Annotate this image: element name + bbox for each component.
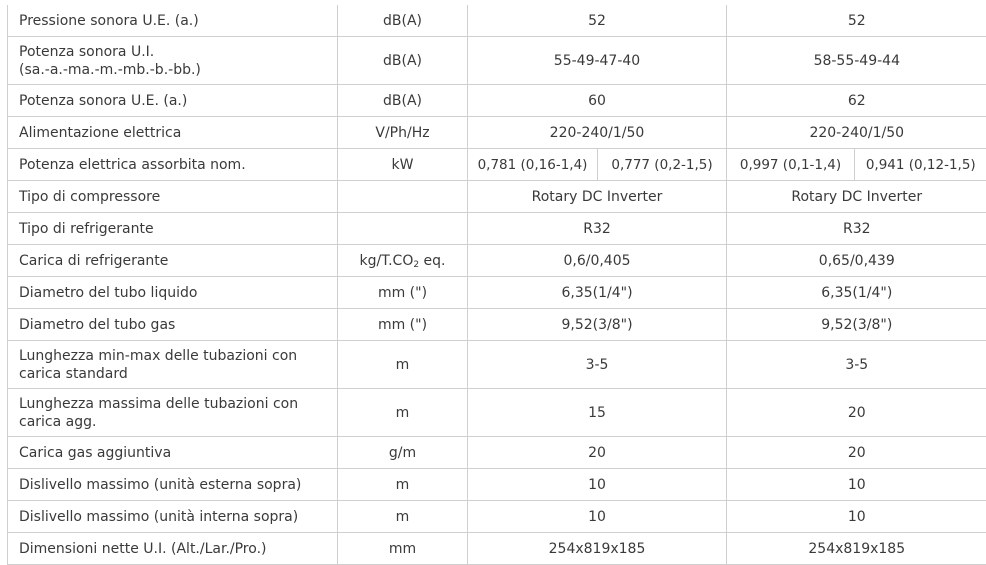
row-unit: dB(A) [338,37,468,85]
row-label [8,389,338,437]
row-value-model-2: 220-240/1/50 [727,117,986,149]
row-label: Dimensioni nette U.I. (Alt./Lar./Pro.) [8,533,338,565]
table-row [8,437,986,469]
row-unit [338,181,468,213]
row-value-model-1: Rotary DC Inverter [468,181,727,213]
table-row [8,341,986,389]
table-row [8,37,986,85]
row-unit: m [338,501,468,533]
row-unit: V/Ph/Hz [338,117,468,149]
row-unit: dB(A) [338,85,468,117]
table-row [8,85,986,117]
row-label: Dislivello massimo (unità esterna sopra) [8,469,338,501]
row-label: Carica gas aggiuntiva [8,437,338,469]
table-row [8,277,986,309]
row-unit: mm [338,533,468,565]
table-row [8,389,986,437]
row-label: Diametro del tubo liquido [8,277,338,309]
row-value-model-1: 9,52(3/8") [468,309,727,341]
row-label: Alimentazione elettrica [8,117,338,149]
row-value-model-2a: 0,997 (0,1-1,4) [727,149,855,181]
row-value-model-1a: 0,781 (0,16-1,4) [468,149,598,181]
row-value-model-2: 6,35(1/4") [727,277,986,309]
row-value-model-1: 60 [468,85,727,117]
table-row [8,149,986,181]
row-label [8,341,338,389]
row-value-model-1: 55-49-47-40 [468,37,727,85]
row-unit [338,245,468,277]
table-row [8,501,986,533]
row-value-model-2: 58-55-49-44 [727,37,986,85]
unit-suffix: eq. [419,253,445,269]
row-value-model-2b: 0,941 (0,12-1,5) [855,149,986,181]
row-value-model-1: 220-240/1/50 [468,117,727,149]
row-label: Pressione sonora U.E. (a.) [8,5,338,37]
table-row [8,245,986,277]
row-unit: mm (") [338,309,468,341]
table-row [8,5,986,37]
row-value-model-1: 10 [468,469,727,501]
table-row [8,469,986,501]
table-row [8,117,986,149]
row-value-model-1: 10 [468,501,727,533]
row-value-model-2: 9,52(3/8") [727,309,986,341]
row-label: Tipo di compressore [8,181,338,213]
row-value-model-1: 254x819x185 [468,533,727,565]
row-value-model-2: 3-5 [727,341,986,389]
row-value-model-2: R32 [727,213,986,245]
row-label: Potenza elettrica assorbita nom. [8,149,338,181]
row-unit: m [338,389,468,437]
row-value-model-2: 62 [727,85,986,117]
row-label: Dislivello massimo (unità interna sopra) [8,501,338,533]
table-row [8,213,986,245]
row-value-model-1: 20 [468,437,727,469]
row-value-model-2: 0,65/0,439 [727,245,986,277]
row-value-model-1: R32 [468,213,727,245]
unit-prefix: kg/T.CO [360,253,414,269]
row-label: Diametro del tubo gas [8,309,338,341]
row-value-model-2: 10 [727,469,986,501]
row-value-model-1: 15 [468,389,727,437]
row-unit: mm (") [338,277,468,309]
row-label: Potenza sonora U.E. (a.) [8,85,338,117]
row-unit: m [338,469,468,501]
row-unit [338,213,468,245]
row-value-model-2: 52 [727,5,986,37]
row-label: Carica di refrigerante [8,245,338,277]
row-label: Tipo di refrigerante [8,213,338,245]
row-label-line-2: carica standard [19,365,333,383]
specs-table [7,5,986,565]
row-value-model-1: 52 [468,5,727,37]
row-label-line-2: (sa.-a.-ma.-m.-mb.-b.-bb.) [19,61,333,79]
row-unit: m [338,341,468,389]
row-label-line-1: Lunghezza massima delle tubazioni con [19,395,333,413]
row-value-model-2: 20 [727,389,986,437]
unit-subscript: 2 [413,260,419,270]
row-unit: dB(A) [338,5,468,37]
row-unit: g/m [338,437,468,469]
row-value-model-2: 20 [727,437,986,469]
row-label-line-1: Lunghezza min-max delle tubazioni con [19,347,333,365]
row-label-line-1: Potenza sonora U.I. [19,43,333,61]
row-value-model-1: 6,35(1/4") [468,277,727,309]
row-value-model-2: Rotary DC Inverter [727,181,986,213]
table-row [8,181,986,213]
row-unit: kW [338,149,468,181]
table-row [8,309,986,341]
row-value-model-1: 0,6/0,405 [468,245,727,277]
row-value-model-1: 3-5 [468,341,727,389]
row-value-model-2: 10 [727,501,986,533]
row-value-model-1b: 0,777 (0,2-1,5) [598,149,727,181]
row-value-model-2: 254x819x185 [727,533,986,565]
row-label-line-2: carica agg. [19,413,333,431]
table-row [8,533,986,565]
row-label [8,37,338,85]
